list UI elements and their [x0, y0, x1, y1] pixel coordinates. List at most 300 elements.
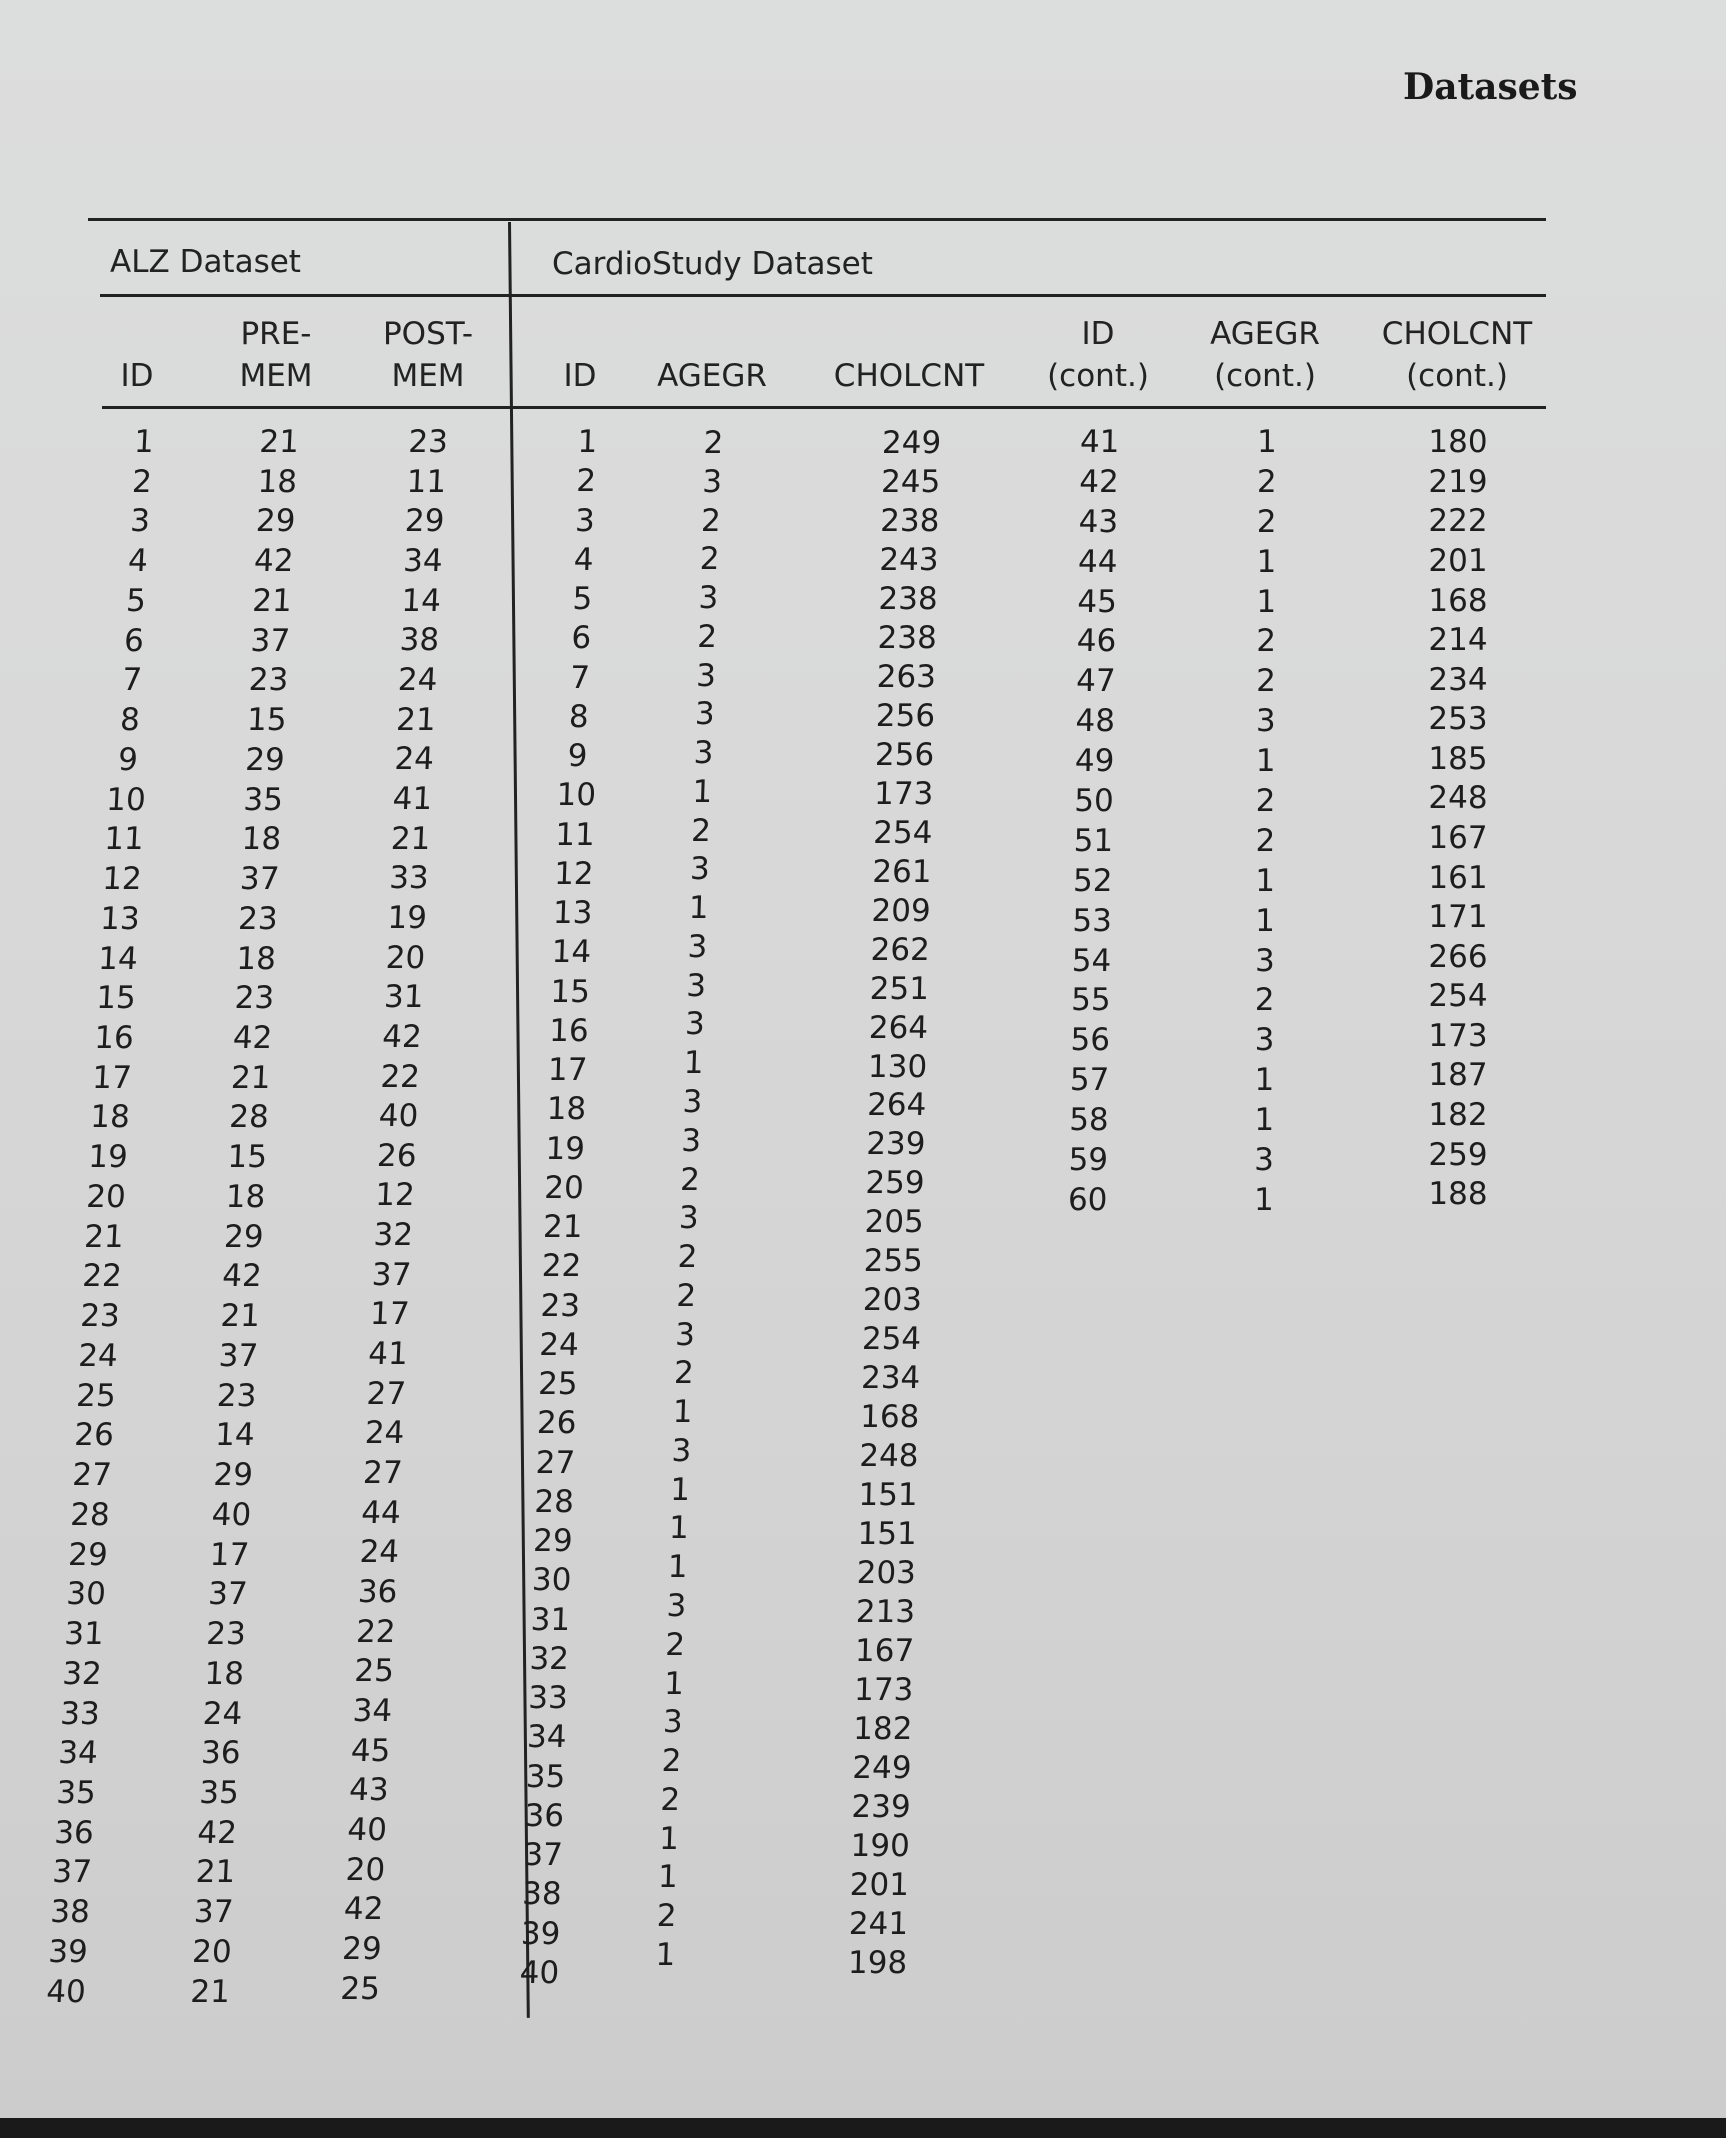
cardio-agegr-cell: 3 [678, 1199, 700, 1236]
alz-post-mem-cell: 20 [344, 1851, 386, 1888]
cardio-cholcnt-cell: 263 [876, 658, 937, 695]
cardio-agegr-cell: 2 [659, 1781, 681, 1818]
alz-pre-mem-cell: 37 [193, 1894, 235, 1931]
alz-pre-mem-cell: 35 [198, 1775, 240, 1812]
alz-id-cell: 14 [97, 940, 139, 977]
alz-post-mem-cell: 40 [346, 1812, 388, 1849]
cardio-cholcnt-cell: 238 [879, 502, 940, 539]
alz-id-cell: 10 [105, 781, 147, 818]
alz-id-cell: 37 [51, 1854, 93, 1891]
cardio-cholcnt-cell: 259 [865, 1164, 926, 1201]
cardio-id-cell: 33 [527, 1680, 569, 1717]
alz-pre-mem-header-line-1: PRE- [240, 316, 312, 352]
cardio-agegr-cell: 3 [686, 928, 708, 965]
alz-post-mem-cell: 40 [378, 1098, 420, 1135]
cardio-agegr-cell: 2 [696, 618, 718, 655]
cardio-cholcnt-cell: 238 [878, 580, 939, 617]
alz-pre-mem-cell: 29 [212, 1457, 254, 1494]
cardio-agegr-cont-cell: 2 [1255, 822, 1276, 859]
cardio-id-cont-cell: 51 [1073, 822, 1114, 859]
cardio-id-cell: 13 [552, 895, 593, 932]
cardio-cholcnt-cell: 238 [877, 619, 938, 656]
cardio-agegr-header-label: AGEGR [657, 358, 767, 394]
alz-post-mem-cell: 31 [383, 979, 425, 1016]
cardio-agegr-cont-cell: 1 [1256, 543, 1277, 580]
alz-post-mem-cell: 21 [395, 701, 437, 738]
cardio-cholcnt-cont-cell: 180 [1428, 424, 1488, 461]
cardio-dataset-caption: CardioStudy Dataset [552, 246, 873, 282]
alz-id-cell: 22 [81, 1258, 123, 1295]
alz-id-cell: 33 [59, 1695, 101, 1732]
cardio-id-cont-cell: 54 [1071, 942, 1112, 979]
cardio-agegr-cont-column [1254, 423, 1277, 1221]
cardio-agegr-cell: 2 [690, 812, 712, 849]
cardio-id-cell: 15 [549, 973, 591, 1010]
cardio-agegr-cont-cell: 2 [1255, 783, 1276, 820]
cardio-agegr-cell: 3 [685, 967, 707, 1004]
alz-id-cell: 13 [99, 900, 141, 937]
cardio-agegr-cell: 3 [674, 1316, 696, 1353]
cardio-id-cell: 40 [519, 1955, 560, 1992]
cardio-cholcnt-cell: 243 [878, 541, 939, 578]
alz-pre-mem-cell: 14 [214, 1417, 256, 1454]
alz-pre-mem-cell: 23 [233, 980, 275, 1017]
alz-post-mem-cell: 22 [355, 1613, 397, 1650]
cardio-id-cont-cell: 45 [1077, 583, 1118, 620]
alz-pre-mem-column [190, 423, 300, 2012]
cardio-id-cont-cell: 52 [1072, 862, 1113, 899]
alz-pre-mem-cell: 18 [256, 463, 298, 500]
alz-pre-mem-cell: 23 [205, 1616, 247, 1653]
cardio-agegr-cell: 3 [695, 657, 717, 694]
alz-post-mem-cell: 24 [358, 1534, 400, 1571]
cardio-id-cell: 31 [530, 1601, 571, 1638]
alz-id-cell: 9 [117, 742, 139, 778]
alz-post-mem-cell: 43 [348, 1772, 390, 1809]
cardio-cholcnt-cell: 251 [869, 970, 930, 1007]
alz-id-cell: 36 [53, 1814, 95, 1851]
alz-id-cell: 24 [77, 1338, 119, 1375]
cardio-agegr-cell: 1 [668, 1510, 690, 1547]
cardio-cholcnt-cell: 254 [872, 814, 933, 851]
cardio-cholcnt-cont-cell: 173 [1428, 1017, 1488, 1054]
alz-id-cell: 32 [61, 1655, 103, 1692]
cardio-id-cell: 6 [570, 620, 592, 657]
alz-id-cell: 26 [73, 1417, 115, 1454]
cardio-id-cell: 10 [556, 777, 597, 814]
alz-post-mem-cell: 33 [388, 860, 430, 897]
alz-post-mem-cell: 17 [369, 1296, 411, 1333]
cardio-id-cell: 3 [574, 502, 596, 539]
cardio-agegr-cont-cell: 1 [1256, 583, 1277, 620]
alz-id-cell: 16 [93, 1020, 135, 1057]
alz-id-cell: 31 [63, 1616, 105, 1653]
alz-pre-mem-cell: 23 [216, 1377, 258, 1414]
alz-id-cell: 5 [125, 583, 147, 620]
cardio-id-cont-cell: 48 [1075, 703, 1116, 740]
alz-id-cell: 39 [47, 1934, 89, 1971]
cardio-cholcnt-cell: 262 [870, 931, 931, 968]
cardio-cholcnt-cont-header [1382, 313, 1532, 397]
cardio-cholcnt-cont-cell: 266 [1428, 938, 1488, 975]
alz-post-mem-cell: 19 [386, 900, 428, 937]
alz-post-mem-cell: 12 [374, 1177, 416, 1214]
cardio-cholcnt-cell: 241 [848, 1905, 909, 1942]
alz-id-cell: 28 [69, 1496, 111, 1533]
cardio-agegr-cell: 3 [662, 1703, 684, 1740]
cardio-agegr-cell: 1 [654, 1936, 676, 1973]
cardio-id-cont-header-line-2: (cont.) [1047, 358, 1149, 394]
cardio-id-cell: 22 [541, 1248, 582, 1285]
cardio-cholcnt-cont-header-line-1: CHOLCNT [1381, 316, 1533, 352]
cardio-cholcnt-cell: 151 [858, 1476, 919, 1513]
cardio-agegr-cell: 3 [666, 1587, 687, 1624]
alz-post-mem-cell: 29 [341, 1931, 383, 1968]
cardio-agegr-cell: 1 [663, 1665, 685, 1702]
cardio-agegr-cell: 2 [675, 1277, 697, 1314]
cardio-agegr-cell: 2 [679, 1161, 701, 1198]
cardio-cholcnt-cell: 255 [863, 1242, 924, 1279]
cardio-agegr-column [655, 424, 724, 1975]
alz-post-mem-cell: 25 [339, 1970, 381, 2007]
cardio-cholcnt-cont-cell: 248 [1428, 780, 1488, 817]
cardio-agegr-cell: 2 [699, 540, 721, 577]
alz-id-cell: 40 [45, 1973, 87, 2010]
cardio-agegr-cont-header-line-2: (cont.) [1214, 358, 1316, 394]
cardio-id-cell: 1 [576, 424, 598, 461]
alz-post-mem-cell: 11 [405, 463, 447, 500]
alz-id-cell: 21 [83, 1218, 125, 1255]
alz-pre-mem-cell: 20 [191, 1934, 233, 1971]
alz-post-mem-cell: 34 [402, 543, 444, 580]
alz-post-mem-header-line-1: POST- [382, 316, 474, 352]
cardio-agegr-cell: 3 [698, 579, 719, 616]
cardio-agegr-cont-header [1210, 313, 1320, 397]
alz-post-mem-cell: 42 [343, 1891, 385, 1928]
cardio-agegr-cont-header-line-1: AGEGR [1210, 316, 1320, 352]
alz-id-cell: 2 [131, 463, 153, 500]
cardio-id-cell: 16 [548, 1013, 590, 1050]
alz-pre-mem-cell: 29 [223, 1218, 265, 1255]
alz-pre-mem-cell: 37 [239, 861, 281, 898]
cardio-id-cont-cell: 44 [1077, 543, 1118, 580]
cardio-cholcnt-cell: 245 [880, 463, 941, 500]
cardio-id-cell: 14 [551, 934, 592, 971]
alz-post-mem-cell: 21 [390, 820, 432, 857]
cardio-agegr-cell: 1 [658, 1820, 680, 1857]
alz-id-cell: 6 [123, 622, 145, 659]
alz-id-cell: 20 [85, 1179, 127, 1216]
alz-pre-mem-cell: 24 [202, 1695, 244, 1732]
cardio-cholcnt-cell: 234 [860, 1359, 921, 1396]
cardio-agegr-cont-cell: 2 [1256, 463, 1277, 500]
alz-id-cell: 34 [57, 1735, 99, 1772]
cardio-id-cell: 38 [521, 1876, 563, 1913]
cardio-agegr-cell: 3 [680, 1122, 702, 1159]
alz-id-header-label: ID [120, 358, 154, 394]
cardio-cholcnt-header-label: CHOLCNT [833, 358, 985, 394]
alz-pre-mem-cell: 17 [209, 1536, 251, 1573]
cardio-cholcnt-cell: 168 [859, 1398, 920, 1435]
cardio-id-cell: 5 [572, 581, 593, 618]
alz-pre-mem-cell: 21 [258, 424, 300, 461]
cardio-agegr-cell: 1 [669, 1471, 691, 1508]
alz-post-mem-cell: 38 [398, 622, 440, 659]
cardio-cholcnt-cell: 130 [867, 1048, 928, 1084]
alz-id-cell: 29 [67, 1536, 109, 1573]
cardio-cholcnt-header [834, 355, 984, 397]
cardio-cholcnt-cell: 256 [874, 736, 935, 773]
cardio-cholcnt-cont-cell: 201 [1428, 542, 1488, 579]
alz-pre-mem-cell: 28 [228, 1099, 270, 1136]
alz-pre-mem-cell: 42 [221, 1258, 263, 1295]
cardio-cholcnt-cont-cell: 259 [1428, 1136, 1488, 1173]
cardio-id-cell: 29 [532, 1523, 574, 1560]
cardio-agegr-cont-cell: 3 [1254, 1022, 1275, 1059]
cardio-cholcnt-cell: 254 [861, 1320, 922, 1357]
cardio-agegr-cell: 3 [693, 734, 714, 771]
cardio-agegr-cell: 2 [673, 1354, 695, 1391]
cardio-id-cont-cell: 43 [1078, 503, 1119, 540]
cardio-cholcnt-cell: 249 [881, 424, 942, 461]
cardio-id-cont-cell: 47 [1075, 663, 1116, 700]
cardio-id-cell: 19 [544, 1130, 586, 1167]
cardio-id-cell: 2 [575, 463, 597, 500]
cardio-id-cell: 28 [533, 1484, 575, 1521]
cardio-agegr-cell: 1 [683, 1044, 705, 1081]
cardio-agegr-cell: 3 [701, 463, 723, 500]
cardio-cholcnt-cell: 261 [871, 853, 932, 890]
cardio-cholcnt-cont-cell: 168 [1428, 582, 1488, 619]
cardio-agegr-cell: 3 [689, 851, 711, 888]
cardio-agegr-cont-cell: 2 [1256, 503, 1277, 540]
cardio-cholcnt-column [848, 424, 942, 1983]
alz-id-column [45, 423, 164, 2012]
alz-pre-mem-cell: 29 [255, 503, 297, 540]
alz-id-cell: 11 [103, 821, 145, 858]
cardio-id-cell: 7 [569, 659, 591, 696]
alz-id-cell: 17 [91, 1059, 133, 1096]
cardio-id-cell: 25 [537, 1366, 579, 1403]
cardio-agegr-cont-cell: 3 [1254, 1142, 1275, 1179]
cardio-cholcnt-cell: 201 [849, 1866, 910, 1903]
cardio-agegr-cell: 3 [694, 695, 716, 732]
alz-post-mem-cell: 14 [400, 582, 442, 619]
cardio-cholcnt-cont-cell: 234 [1428, 661, 1488, 698]
cardio-cholcnt-cont-cell: 185 [1428, 740, 1488, 777]
cardio-agegr-cont-cell: 1 [1255, 862, 1276, 899]
alz-post-mem-cell: 29 [404, 503, 446, 540]
cardio-cholcnt-cell: 239 [865, 1125, 926, 1162]
alz-pre-mem-cell: 42 [232, 1020, 274, 1057]
cardio-id-cont-cell: 57 [1069, 1062, 1110, 1099]
cardio-cholcnt-cell: 203 [862, 1281, 923, 1318]
alz-id-cell: 30 [65, 1576, 107, 1613]
header-top-rule [100, 294, 1546, 297]
alz-id-cell: 18 [89, 1099, 131, 1136]
cardio-agegr-cell: 2 [700, 502, 722, 539]
alz-post-mem-cell: 24 [393, 741, 435, 778]
cardio-agegr-cell: 1 [657, 1858, 679, 1895]
alz-pre-mem-cell: 18 [240, 821, 282, 858]
cardio-cholcnt-cont-cell: 219 [1428, 463, 1488, 500]
cardio-cholcnt-cell: 205 [864, 1203, 925, 1240]
cardio-cholcnt-cont-cell: 222 [1428, 503, 1488, 540]
cardio-agegr-cont-cell: 1 [1255, 902, 1275, 939]
alz-pre-mem-cell: 37 [217, 1338, 259, 1375]
alz-pre-mem-cell: 35 [242, 781, 284, 818]
alz-id-cell: 27 [71, 1457, 113, 1494]
table-top-rule [88, 218, 1546, 221]
cardio-cholcnt-cell: 256 [875, 697, 936, 734]
alz-pre-mem-cell: 42 [253, 543, 295, 580]
alz-id-header [120, 355, 153, 397]
cardio-agegr-cell: 2 [664, 1626, 686, 1663]
cardio-cholcnt-cont-column [1428, 423, 1487, 1215]
cardio-cholcnt-cell: 167 [854, 1632, 915, 1669]
alz-post-mem-cell: 41 [367, 1336, 409, 1373]
alz-post-mem-column [340, 423, 449, 2009]
cardio-cholcnt-cont-cell: 253 [1428, 701, 1488, 738]
cardio-id-cell: 12 [553, 856, 595, 893]
cardio-id-cont-cell: 58 [1068, 1102, 1109, 1139]
alz-post-mem-cell: 34 [351, 1693, 393, 1730]
cardio-cholcnt-cont-cell: 161 [1428, 859, 1488, 896]
cardio-cholcnt-cont-cell: 188 [1428, 1176, 1488, 1213]
alz-id-cell: 1 [133, 424, 155, 461]
alz-id-cell: 35 [55, 1775, 97, 1812]
cardio-agegr-cell: 3 [684, 1006, 706, 1043]
alz-pre-mem-cell: 37 [207, 1576, 249, 1613]
alz-pre-mem-cell: 21 [219, 1298, 261, 1335]
cardio-agegr-cont-cell: 2 [1254, 982, 1275, 1019]
alz-post-mem-cell: 25 [353, 1653, 395, 1690]
cardio-id-header [563, 355, 596, 397]
cardio-agegr-cell: 1 [688, 889, 710, 926]
cardio-agegr-cell: 2 [661, 1742, 682, 1779]
cardio-id-cont-cell: 59 [1068, 1142, 1109, 1179]
cardio-agegr-cell: 2 [702, 424, 724, 461]
cardio-cholcnt-cell: 239 [851, 1788, 912, 1825]
cardio-id-cont-cell: 42 [1079, 463, 1120, 500]
cardio-agegr-cont-cell: 1 [1254, 1102, 1275, 1139]
cardio-id-cont-cell: 49 [1074, 743, 1115, 780]
alz-pre-mem-cell: 42 [196, 1814, 238, 1851]
cardio-id-cell: 36 [524, 1798, 565, 1835]
alz-id-cell: 3 [129, 503, 151, 540]
header-bottom-rule [102, 406, 1546, 409]
alz-post-mem-cell: 41 [391, 781, 433, 818]
cardio-id-cell: 34 [526, 1719, 568, 1756]
alz-post-mem-header-line-2: MEM [391, 358, 465, 394]
cardio-id-header-label: ID [563, 358, 597, 394]
cardio-cholcnt-cell: 248 [858, 1437, 919, 1474]
cardio-id-cell: 18 [546, 1091, 587, 1128]
cardio-cholcnt-cell: 264 [868, 1009, 929, 1046]
alz-post-mem-cell: 37 [371, 1256, 413, 1293]
cardio-agegr-cont-cell: 2 [1256, 663, 1276, 700]
alz-post-mem-cell: 36 [357, 1574, 399, 1611]
alz-pre-mem-cell: 37 [249, 622, 291, 659]
alz-post-mem-cell: 27 [365, 1375, 407, 1412]
alz-dataset-caption: ALZ Dataset [110, 244, 301, 280]
alz-post-mem-cell: 42 [381, 1019, 423, 1055]
page-title: Datasets [1403, 66, 1578, 108]
alz-post-mem-cell: 44 [360, 1494, 402, 1531]
cardio-agegr-cell: 2 [656, 1897, 678, 1934]
cardio-id-cell: 27 [535, 1444, 576, 1481]
cardio-id-cont-cell: 55 [1070, 982, 1111, 1019]
alz-id-cell: 38 [49, 1894, 91, 1931]
cardio-id-cont-cell: 53 [1072, 902, 1113, 939]
cardio-agegr-cell: 3 [682, 1083, 703, 1120]
alz-post-mem-header [383, 313, 473, 397]
cardio-cholcnt-cell: 173 [873, 775, 934, 812]
cardio-cholcnt-cell: 182 [852, 1710, 913, 1747]
alz-post-mem-cell: 24 [397, 662, 439, 699]
alz-pre-mem-cell: 21 [251, 583, 293, 620]
cardio-id-cell: 8 [568, 699, 590, 736]
cardio-agegr-cont-cell: 3 [1254, 942, 1275, 979]
alz-post-mem-cell: 24 [364, 1415, 406, 1452]
cardio-cholcnt-cell: 209 [871, 892, 932, 929]
alz-post-mem-cell: 26 [376, 1137, 418, 1174]
cardio-id-cell: 4 [573, 542, 595, 579]
cardio-id-cont-header-line-1: ID [1081, 316, 1115, 352]
cardio-id-cell: 35 [525, 1758, 566, 1795]
cardio-id-cont-cell: 56 [1070, 1022, 1111, 1059]
cardio-id-cont-cell: 60 [1067, 1181, 1108, 1218]
alz-pre-mem-cell: 18 [235, 940, 277, 977]
cardio-agegr-cell: 1 [691, 773, 713, 810]
cardio-id-cell: 30 [531, 1562, 573, 1599]
cardio-cholcnt-cont-header-line-2: (cont.) [1406, 358, 1508, 394]
alz-post-mem-cell: 20 [384, 939, 427, 976]
cardio-id-cell: 9 [567, 738, 588, 775]
alz-id-cell: 7 [121, 662, 143, 699]
alz-pre-mem-cell: 40 [210, 1496, 252, 1533]
alz-pre-mem-cell: 21 [194, 1854, 237, 1891]
cardio-id-cont-header [1047, 313, 1149, 397]
alz-id-cell: 4 [127, 543, 149, 580]
cardio-agegr-cell: 3 [670, 1432, 692, 1469]
alz-post-mem-cell: 45 [350, 1732, 392, 1769]
alz-pre-mem-cell: 15 [246, 702, 288, 739]
alz-id-cell: 12 [101, 861, 143, 898]
cardio-cholcnt-cell: 198 [847, 1944, 908, 1981]
cardio-cholcnt-cont-cell: 171 [1428, 899, 1488, 936]
alz-pre-mem-cell: 23 [237, 900, 279, 937]
alz-pre-mem-cell: 21 [189, 1973, 231, 2010]
cardio-agegr-cont-cell: 2 [1256, 623, 1277, 660]
alz-id-cell: 8 [119, 702, 141, 739]
cardio-id-cell: 20 [543, 1170, 585, 1207]
cardio-id-cell: 24 [538, 1327, 580, 1364]
cardio-id-cell: 37 [522, 1837, 564, 1874]
cardio-agegr-cell: 2 [677, 1238, 698, 1275]
cardio-id-column [519, 423, 608, 1993]
alz-pre-mem-cell: 18 [225, 1179, 267, 1216]
cardio-cholcnt-cell: 173 [853, 1671, 914, 1708]
alz-pre-mem-cell: 15 [226, 1139, 268, 1176]
alz-pre-mem-cell: 29 [244, 742, 286, 778]
cardio-agegr-cont-cell: 1 [1256, 424, 1277, 461]
cardio-cholcnt-cell: 213 [855, 1593, 916, 1630]
alz-id-cell: 23 [79, 1298, 121, 1335]
alz-pre-mem-cell: 21 [230, 1059, 272, 1096]
cardio-agegr-header [657, 355, 767, 397]
alz-post-mem-cell: 23 [407, 424, 449, 461]
